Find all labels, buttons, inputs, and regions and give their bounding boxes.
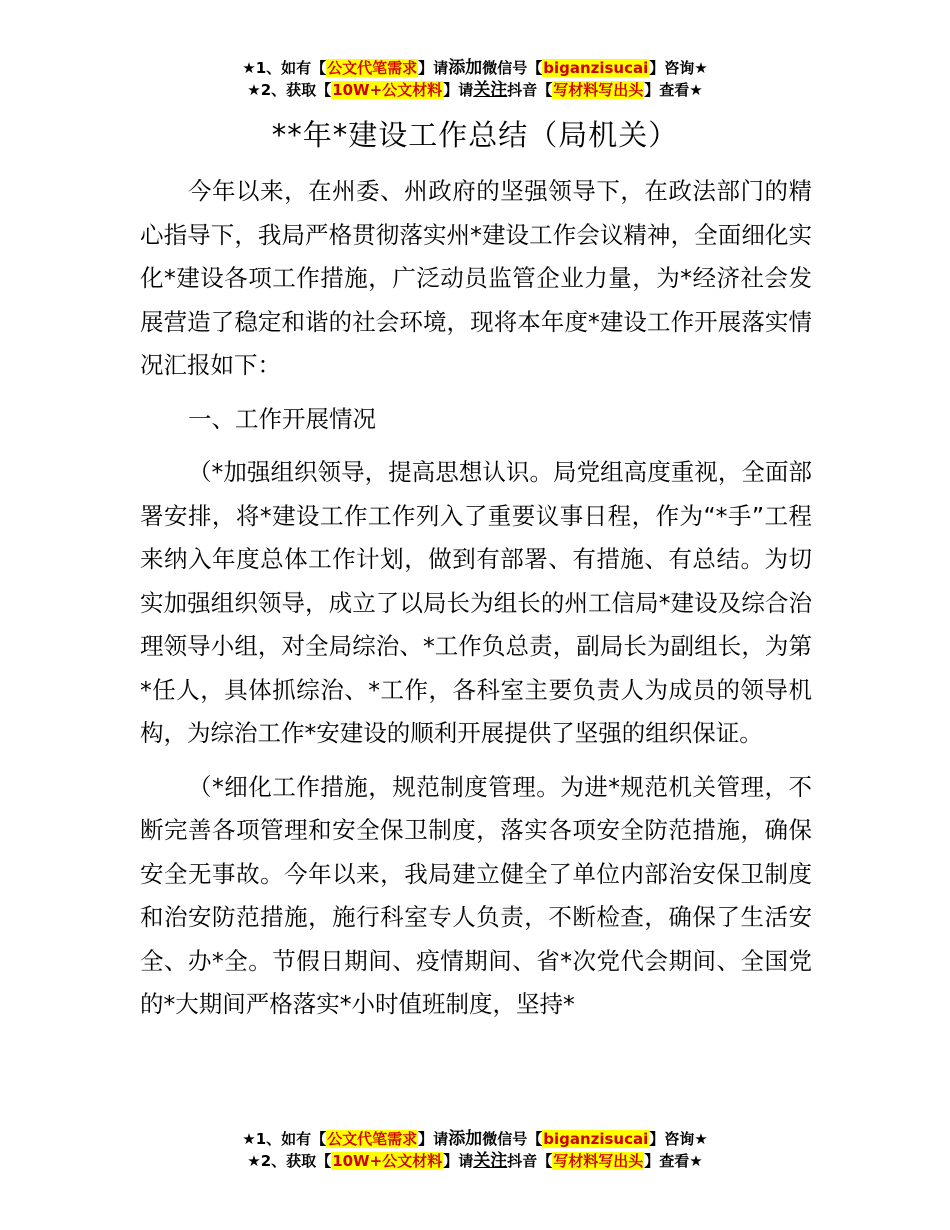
banner-text: 抖音【 [507,81,553,99]
banner-text: 】查看★ [644,1152,703,1170]
banner-line-2 [0,79,950,101]
banner-highlight: 10W+公文材料 [332,1152,443,1170]
banner-text: ★1、如有【 [242,59,327,77]
banner-text: 抖音【 [507,1152,553,1170]
banner-text: 】请 [443,81,474,99]
document-body [140,170,812,1037]
banner-text: 】咨询★ [649,1130,708,1148]
paragraph-organization: （*加强组织领导，提高思想认识。局党组高度重视，全面部署安排，将*建设工作工作列入了重要议事日程，作为“*手”工程来纳入年度总体工作计划，做到有部署、有措施、有总结。为切实加强组织领导，成立了以局长为组长的州工信局*建设及综合治理领导小组，对全局综治、*工作负总责，副局长为副组长，为第*任人，具体抓综治、*工作，各科室主要负责人为成员的领导机构，为综治工作*安建设的顺利开展提供了坚强的组织保证。 [140,458,812,747]
bottom-banner [0,1128,950,1172]
banner-line-1 [0,57,950,79]
banner-emphasis: 关注 [473,1151,508,1171]
banner-text: ★1、如有【 [242,1130,327,1148]
banner-highlight: 10W+公文材料 [332,81,443,99]
section-heading: 一、工作开展情况 [188,404,376,433]
document-title: **年*建设工作总结（局机关） [271,118,679,152]
banner-text: 】咨询★ [649,59,708,77]
banner-highlight: 公文代笔需求 [327,59,418,77]
banner-text: 】请 [418,59,449,77]
banner-text: 微信号【 [482,59,543,77]
banner-text: ★2、获取【 [247,81,332,99]
banner-highlight: 公文代笔需求 [327,1130,418,1148]
banner-emphasis: 添加 [448,58,483,78]
banner-emphasis: 关注 [473,80,508,100]
banner-text: 微信号【 [482,1130,543,1148]
banner-line-1 [0,1128,950,1150]
banner-text: ★2、获取【 [247,1152,332,1170]
banner-highlight: biganzisucai [543,59,649,77]
banner-text: 】查看★ [644,81,703,99]
banner-line-2 [0,1150,950,1172]
paragraph-intro: 今年以来，在州委、州政府的坚强领导下，在政法部门的精心指导下，我局严格贯彻落实州*建设工作会议精神，全面细化实化*建设各项工作措施，广泛动员监管企业力量，为*经济社会发展营造了稳定和谐的社会环境，现将本年度*建设工作开展落实情况汇报如下： [140,177,812,379]
banner-highlight: biganzisucai [543,1130,649,1148]
banner-highlight: 写材料写出头 [553,1152,644,1170]
banner-text: 】请 [443,1152,474,1170]
banner-emphasis: 添加 [448,1129,483,1149]
banner-text: 】请 [418,1130,449,1148]
banner-highlight: 写材料写出头 [553,81,644,99]
top-banner [0,57,950,101]
paragraph-measures: （*细化工作措施，规范制度管理。为进*规范机关管理，不断完善各项管理和安全保卫制度，落实各项安全防范措施，确保安全无事故。今年以来，我局建立健全了单位内部治安保卫制度和治安防范措施，施行科室专人负责，不断检查，确保了生活安全、办*全。节假日期间、疫情期间、省*次党代会期间、全国党的*大期间严格落实*小时值班制度，坚持* [140,772,812,1018]
